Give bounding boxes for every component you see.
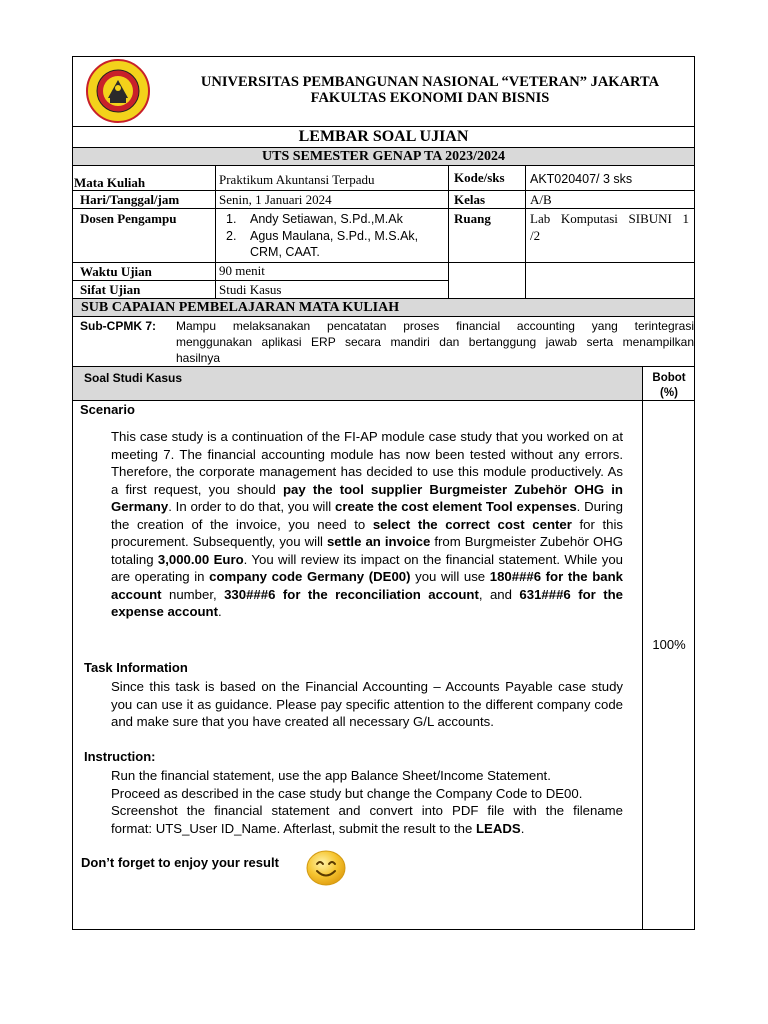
divider [215, 165, 216, 298]
cpmk-label: Sub-CPMK 7: [80, 319, 156, 333]
exam-title: UTS SEMESTER GENAP TA 2023/2024 [73, 148, 694, 165]
sifat-label: Sifat Ujian [80, 282, 141, 297]
scenario-text: This case study is a continuation of the FI-AP module case study that you worked on at meeting 7. The financial accounting module has now been tested without any errors. Therefore, the corporate management has decided to use this module productively. As a first request, you should pay the tool supplier Burgmeister Zubehör OHG in Germany. In order to do that, you will create the cost element Tool expenses. During the creation of the invoice, you need to select the correct cost center for this procurement. Subsequently, you will settle an invoice from Burgmeister Zubehör OHG totaling 3,000.00 Euro. You will review its impact on the financial statement. While you are operating in company code Germany (DE00) you will use 180###6 for the bank account number, 330###6 for the reconciliation account, and 631###6 for the expense account. [111, 429, 624, 619]
kelas-label: Kelas [454, 192, 486, 207]
dosen-name-continued: CRM, CAAT. [250, 245, 320, 259]
divider [72, 280, 448, 281]
kode-label: Kode/sks [454, 170, 505, 185]
task-text: Since this task is based on the Financial Accounting – Accounts Payable case study you can use it as guidance. Please pay specific attention to the different company code and make sure that you have created all necessary G/L accounts. [111, 679, 623, 729]
kode-value: AKT020407/ 3 sks [530, 172, 633, 186]
dosen-name: Andy Setiawan, S.Pd.,M.Ak [250, 212, 403, 226]
waktu-label: Waktu Ujian [80, 264, 152, 279]
ruang-label: Ruang [454, 211, 491, 226]
bobot-label: Bobot [652, 372, 686, 384]
divider [72, 262, 695, 263]
university-name: UNIVERSITAS PEMBANGUNAN NASIONAL “VETERAN” JAKARTA [200, 74, 660, 90]
soal-label: Soal Studi Kasus [84, 371, 183, 385]
dosen-item-1 [226, 211, 403, 227]
cpmk-text: menggunakan aplikasi ERP secara mandiri dan bertanggung jawab serta menampilkan [176, 335, 694, 349]
cpmk-text: Mampu melaksanakan pencatatan proses financial accounting yang terintegrasi [176, 319, 694, 333]
hari-label: Hari/Tanggal/jam [80, 192, 180, 207]
bobot-unit: (%) [660, 387, 678, 399]
divider [72, 366, 695, 367]
mata-kuliah-value: Praktikum Akuntansi Terpadu [219, 172, 375, 187]
sheet-title: LEMBAR SOAL UJIAN [298, 128, 469, 145]
divider [72, 400, 695, 401]
cpmk-text: hasilnya [176, 351, 221, 365]
closing-text: Don’t forget to enjoy your result [81, 855, 279, 870]
smiley-icon [305, 849, 347, 887]
divider [448, 165, 449, 298]
hari-value: Senin, 1 Januari 2024 [219, 192, 332, 207]
bobot-value: 100% [652, 637, 686, 652]
divider [72, 316, 695, 317]
instruction-line: Proceed as described in the case study but change the Company Code to DE00. [111, 786, 583, 801]
mata-kuliah-label: Mata Kuliah [74, 175, 146, 190]
university-logo [80, 58, 156, 124]
dosen-item-2 [226, 228, 419, 244]
ruang-value-continued: /2 [530, 228, 541, 243]
faculty-name: FAKULTAS EKONOMI DAN BISNIS [310, 90, 550, 106]
instruction-heading: Instruction: [84, 749, 156, 764]
waktu-value: 90 menit [219, 263, 265, 278]
divider [72, 165, 695, 166]
instruction-line: Run the financial statement, use the app Balance Sheet/Income Statement. [111, 768, 551, 783]
cpmk-heading: SUB CAPAIAN PEMBELAJARAN MATA KULIAH [73, 299, 694, 316]
sifat-value: Studi Kasus [219, 282, 282, 297]
dosen-name: Agus Maulana, S.Pd., M.S.Ak, [250, 229, 419, 243]
list-number: 1. [226, 212, 237, 226]
list-number: 2. [226, 229, 237, 243]
ruang-value: Lab Komputasi SIBUNI 1 [530, 211, 689, 226]
divider [72, 190, 695, 191]
divider [72, 208, 695, 209]
instruction-line: format: UTS_User ID_Name. Afterlast, submit the result to the LEADS. [111, 821, 525, 836]
instruction-line: Screenshot the financial statement and convert into PDF file with the filename [111, 803, 623, 818]
kelas-value: A/B [530, 192, 552, 207]
dosen-label: Dosen Pengampu [80, 211, 177, 226]
task-heading: Task Information [84, 660, 188, 675]
divider [525, 165, 526, 298]
scenario-heading: Scenario [80, 402, 135, 417]
